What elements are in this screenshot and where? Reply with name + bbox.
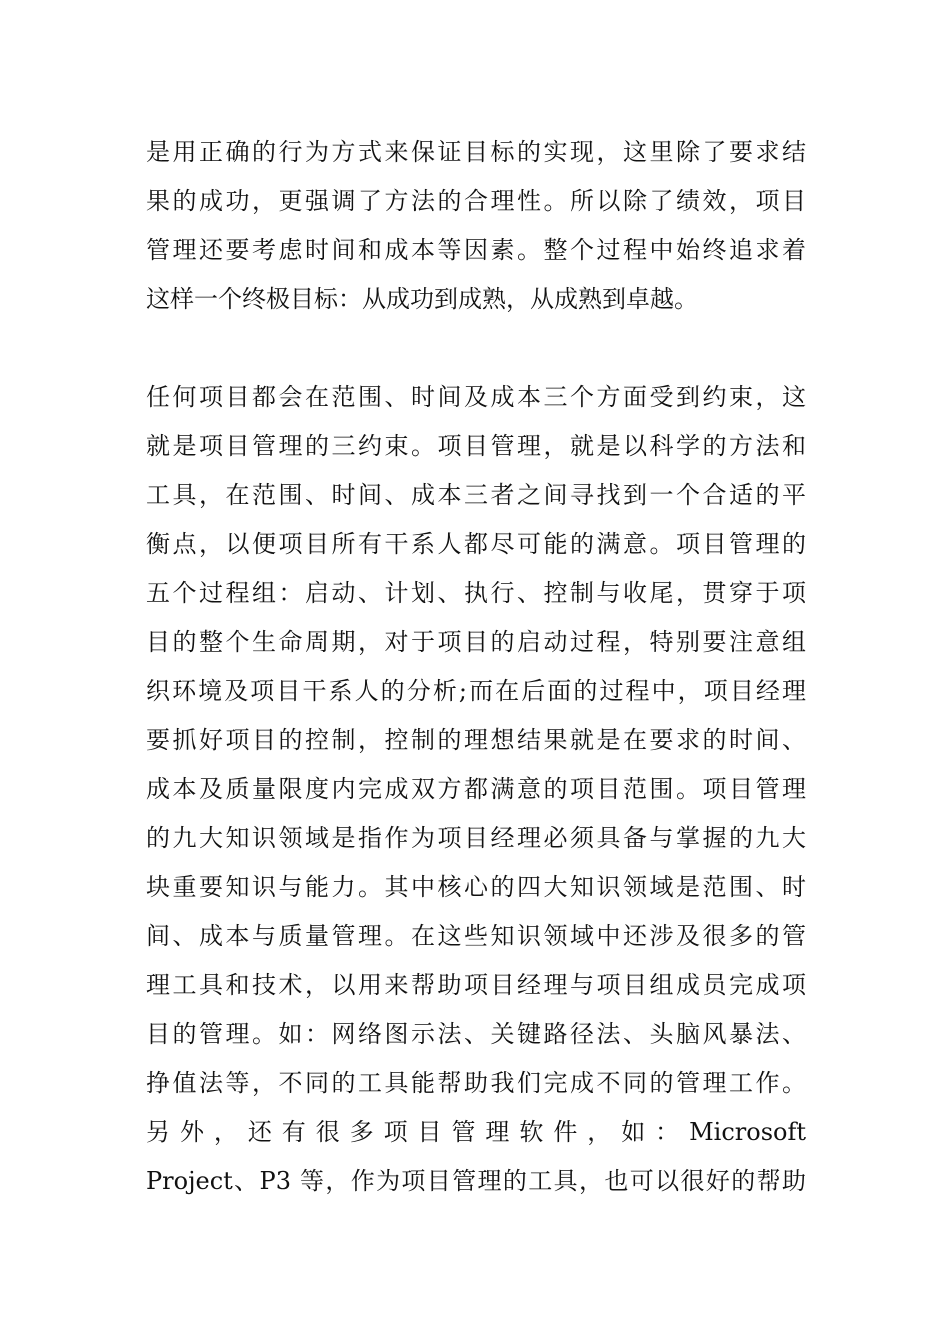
paragraph-line: 块重要知识与能力。其中核心的四大知识领域是范围、时 [146, 873, 806, 901]
paragraph-line: 间、成本与质量管理。在这些知识领域中还涉及很多的管 [146, 922, 806, 950]
paragraph-line: 的九大知识领域是指作为项目经理必须具备与掌握的九大 [146, 824, 806, 852]
paragraph-line: 目的整个生命周期，对于项目的启动过程，特别要注意组 [146, 628, 806, 656]
paragraph-line: 成本及质量限度内完成双方都满意的项目范围。项目管理 [146, 775, 806, 803]
paragraph-line: 五个过程组：启动、计划、执行、控制与收尾，贯穿于项 [146, 579, 806, 607]
paragraph-line: 工具，在范围、时间、成本三者之间寻找到一个合适的平 [146, 481, 806, 509]
paragraph-line: 管理还要考虑时间和成本等因素。整个过程中始终追求着 [146, 236, 806, 264]
paragraph-line: 是用正确的行为方式来保证目标的实现，这里除了要求结 [146, 138, 806, 166]
paragraph-line: 挣值法等，不同的工具能帮助我们完成不同的管理工作。 [146, 1069, 806, 1097]
paragraph-line: 就是项目管理的三约束。项目管理，就是以科学的方法和 [146, 432, 806, 460]
paragraph-line: 理工具和技术，以用来帮助项目经理与项目组成员完成项 [146, 971, 806, 999]
paragraph-line: 要抓好项目的控制，控制的理想结果就是在要求的时间、 [146, 726, 806, 754]
paragraph-line: 衡点，以便项目所有干系人都尽可能的满意。项目管理的 [146, 530, 806, 558]
paragraph-line: 织环境及项目干系人的分析;而在后面的过程中，项目经理 [146, 677, 806, 705]
paragraph-line: 果的成功，更强调了方法的合理性。所以除了绩效，项目 [146, 187, 806, 215]
paragraph-2 [146, 373, 806, 1206]
paragraph-line: 这样一个终极目标：从成功到成熟，从成熟到卓越。 [146, 285, 698, 313]
paragraph-line: 目的管理。如：网络图示法、关键路径法、头脑风暴法、 [146, 1020, 806, 1048]
paragraph-line: 另 外 ， 还 有 很 多 项 目 管 理 软 件 ， 如 ： Microsoft [146, 1118, 806, 1146]
paragraph-line: Project、P3 等，作为项目管理的工具，也可以很好的帮助 [146, 1167, 806, 1195]
paragraph-1 [146, 128, 806, 324]
paragraph-line: 任何项目都会在范围、时间及成本三个方面受到约束，这 [146, 383, 806, 411]
